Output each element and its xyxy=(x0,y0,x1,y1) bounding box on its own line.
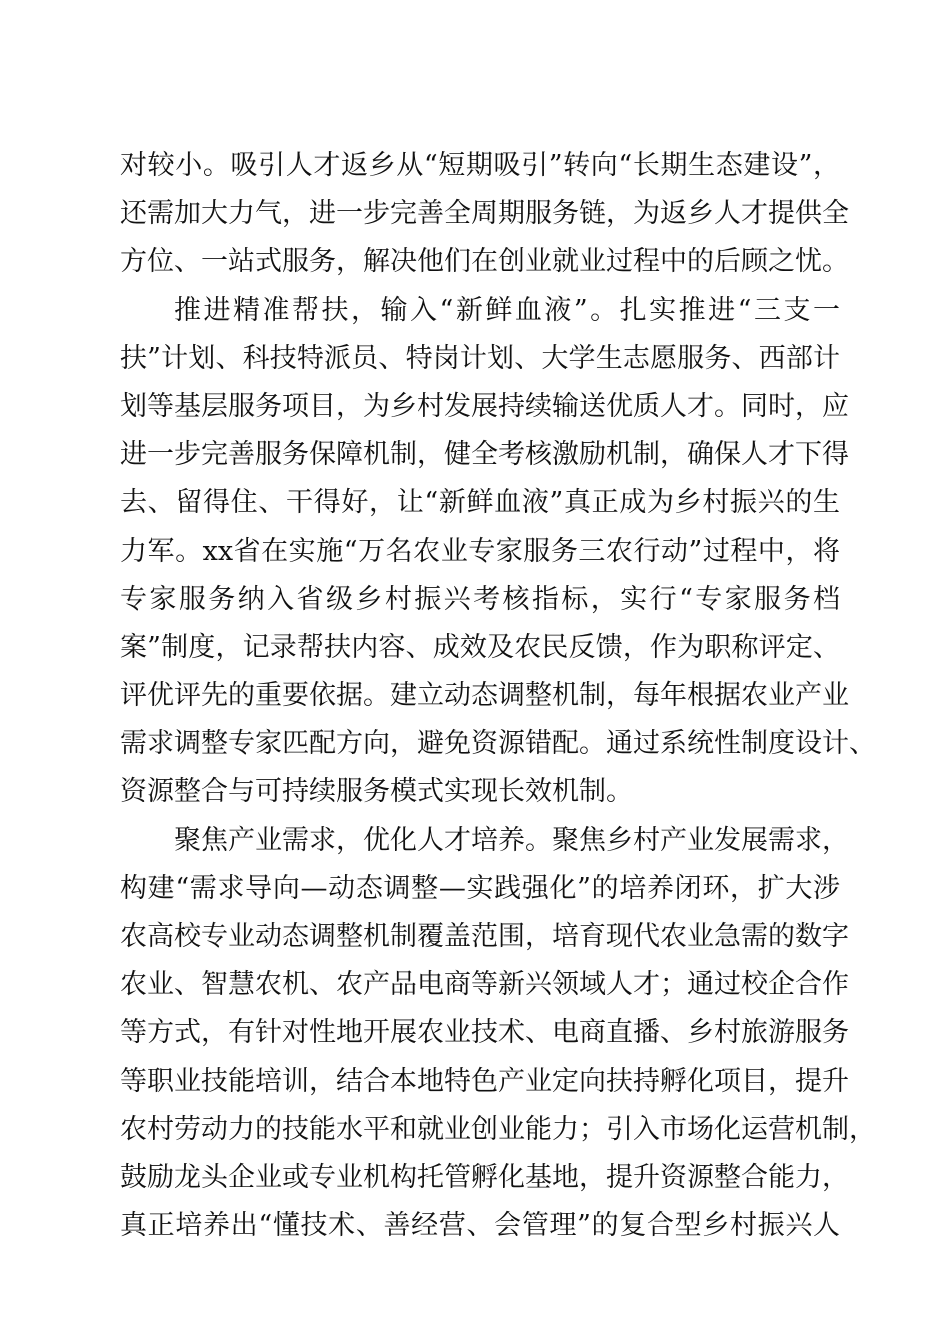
text-line: 专家服务纳入省级乡村振兴考核指标，实行“专家服务档 xyxy=(120,583,840,615)
text-line: 构建“需求导向—动态调整—实践强化”的培养闭环，扩大涉 xyxy=(120,872,840,904)
text-line: 鼓励龙头企业或专业机构托管孵化基地，提升资源整合能力， xyxy=(120,1161,849,1193)
text-line: 进一步完善服务保障机制，健全考核激励机制，确保人才下得 xyxy=(120,439,849,471)
paragraph-start-line: 聚焦产业需求，优化人才培养。聚焦乡村产业发展需求， xyxy=(174,824,849,856)
text-line: 案”制度，记录帮扶内容、成效及农民反馈，作为职称评定、 xyxy=(120,631,840,663)
text-line: 去、留得住、干得好，让“新鲜血液”真正成为乡村振兴的生 xyxy=(120,487,840,519)
text-line: 等方式，有针对性地开展农业技术、电商直播、乡村旅游服务 xyxy=(120,1017,849,1049)
text-line: 方位、一站式服务，解决他们在创业就业过程中的后顾之忧。 xyxy=(120,246,849,278)
text-line: 资源整合与可持续服务模式实现长效机制。 xyxy=(120,776,633,808)
text-line: 农村劳动力的技能水平和就业创业能力；引入市场化运营机制， xyxy=(120,1113,876,1145)
text-line: 需求调整专家匹配方向，避免资源错配。通过系统性制度设计、 xyxy=(120,728,876,760)
text-line: 对较小。吸引人才返乡从“短期吸引”转向“长期生态建设”， xyxy=(120,150,840,181)
text-line: 真正培养出“懂技术、善经营、会管理”的复合型乡村振兴人 xyxy=(120,1210,840,1242)
text-line: 评优评先的重要依据。建立动态调整机制，每年根据农业产业 xyxy=(120,680,849,712)
text-line: 农高校专业动态调整机制覆盖范围，培育现代农业急需的数字 xyxy=(120,921,849,952)
body-text xyxy=(120,142,876,1250)
text-line: 还需加大力气，进一步完善全周期服务链，为返乡人才提供全 xyxy=(120,198,849,230)
text-line: 划等基层服务项目，为乡村发展持续输送优质人才。同时，应 xyxy=(120,390,849,422)
text-line: 等职业技能培训，结合本地特色产业定向扶持孵化项目，提升 xyxy=(120,1065,849,1097)
text-line: 农业、智慧农机、农产品电商等新兴领域人才；通过校企合作 xyxy=(120,969,849,1001)
paragraph-start-line: 推进精准帮扶，输入“新鲜血液”。扎实推进“三支一 xyxy=(174,294,840,326)
text-line: 力军。xx省在实施“万名农业专家服务三农行动”过程中，将 xyxy=(120,535,840,567)
text-line: 扶”计划、科技特派员、特岗计划、大学生志愿服务、西部计 xyxy=(120,342,840,374)
